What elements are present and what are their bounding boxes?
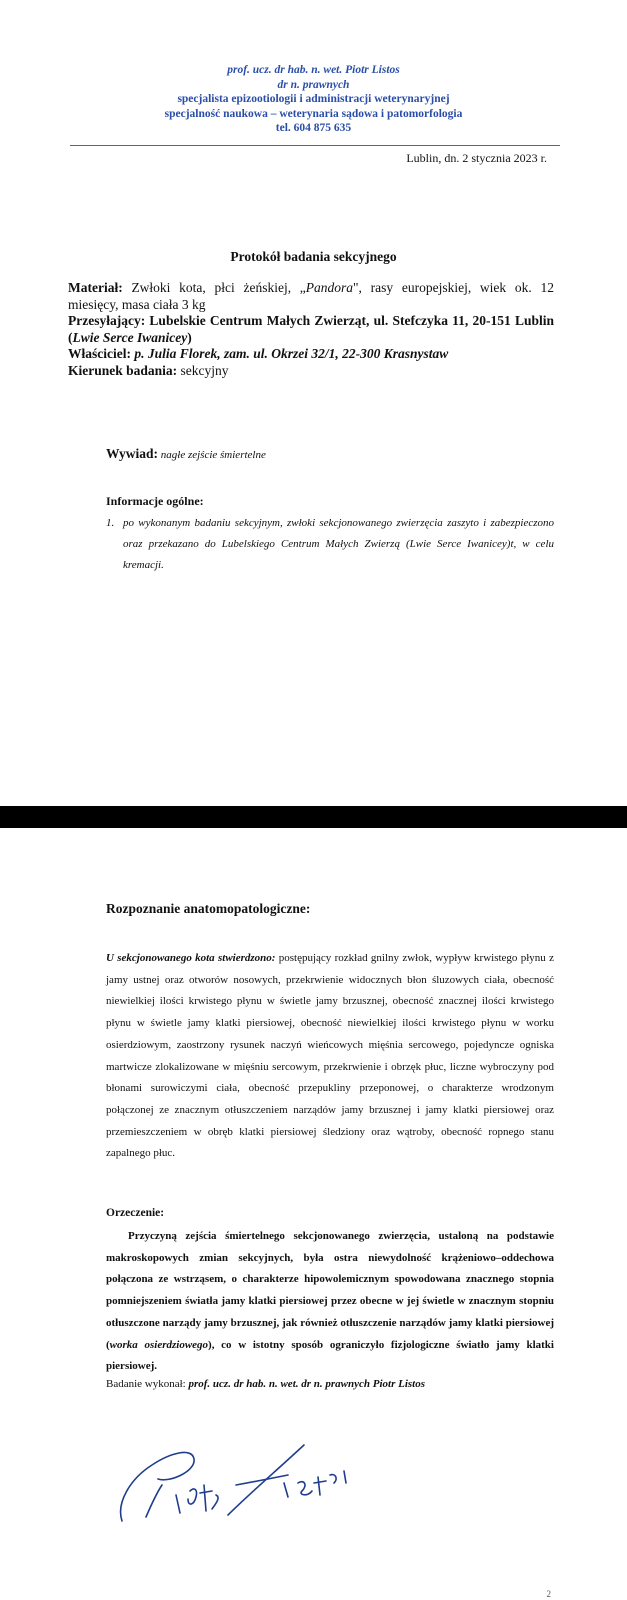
sender-label: Przesyłający: [68,313,146,328]
material-label: Materiał: [68,280,123,295]
history-value: nagłe zejście śmiertelne [158,449,266,461]
page-number: 2 [546,1589,551,1599]
direction-label: Kierunek badania: [68,362,178,378]
letterhead-field: specjalność naukowa – weterynaria sądowa i patomorfologia [164,107,463,120]
letterhead-specialty: specjalista epizootiologii i administracji weterynaryjnej [177,93,450,105]
list-item: po wykonanym badaniu sekcyjnym, zwłoki sekcjonowanego zwierzęcia zaszyto i zabezpieczono oraz przekazano do Lubelskiego Centrum Małych Zwierzą (Lwie Serce Iwanicey)t, w celu kremacji. [123,517,554,571]
history-line [106,446,266,462]
page-separator [0,806,627,828]
diagnosis-text: postępujący rozkład gnilny zwłok, wypływ krwistego płynu z jamy ustnej oraz otworów nosowych, przekrwienie widocznych błon śluzowych ciała, obecność niewielkiej ilości krwistego płynu w świetle jamy brzusznej, obecność znacznej ilości krwistego płynu w świetle jamy klatki piersiowej, obecność niewielkiej ilości krwistego płynu w worku osierdziowym, zaostrzony rysunek naczyń wieńcowych mięśnia sercowego, pojedyncze ogniska martwicze zlokalizowane w mięśniu sercowym, przekrwienie i obrzęk płuc, liczne wybroczyny pod błonami surowiczymi ciała, obecność przepukliny przeponowej, o charakterze wrodzonym połączonej ze znacznym otłuszczeniem narządów jamy brzusznej i jamy klatki piersiowej oraz przemieszczeniem w obręb klatki piersiowej śledziony oraz wątroby, obecność ropnego stanu zapalnego płuc. [106,952,554,1160]
verdict-text-1: Przyczyną zejścia śmiertelnego sekcjonowanego zwierzęcia, ustaloną na podstawie makroskopowych zmian sekcyjnych, była ostra niewydolność krążeniowo–oddechowa połączona ze wstrząsem, o charakterze hipowolemicznym spowodowana znacznego stopnia pomniejszeniem światła jamy klatki piersiowej przez obecne w jej świetle w znacznym stopniu otłuszczone narządy jamy brzusznej, jak również otłuszczenie narządów jamy klatki piersiowej ( [106,1230,554,1351]
verdict-italic: worka osierdziowego [109,1338,209,1351]
verdict-title: Orzeczenie: [106,1207,165,1219]
sender-nick: Lwie Serce Iwanicey [72,329,188,345]
sender-line [68,313,554,346]
owner-label: Właściciel: [68,346,131,361]
verdict-text-2: ), co w istotny sposób ograniczyło fizjologiczne światło jamy klatki piersiowej. [106,1338,554,1373]
list-item-number: 1. [106,517,115,529]
material-text-2: ", rasy europejskiej, wiek ok. 12 miesięcy, masa ciała 3 kg [68,280,554,312]
document-title: Protokół badania sekcyjnego [230,249,397,264]
diagnosis-paragraph [106,948,554,1165]
material-text: Zwłoki kota, płci żeńskiej, „ [122,280,306,295]
owner-line [68,346,554,363]
general-info-title: Informacje ogólne: [106,494,204,508]
performed-by-line [106,1378,425,1390]
letterhead-degree: dr n. prawnych [277,78,350,91]
general-info-list [106,513,554,576]
performed-name: prof. ucz. dr hab. n. wet. dr n. prawnych Piotr Listos [188,1378,426,1390]
letterhead-name: prof. ucz. dr hab. n. wet. Piotr Listos [227,64,400,76]
letterhead-phone: tel. 604 875 635 [275,122,352,134]
sender-text: Lubelskie Centrum Małych Zwierząt, ul. Stefczyka 11, 20-151 Lublin ( [68,313,554,345]
performed-label: Badanie wykonał: [106,1378,189,1390]
direction-text: sekcyjny [177,362,229,378]
date-line: Lublin, dn. 2 stycznia 2023 r. [406,151,547,165]
diagnosis-lead: U sekcjonowanego kota stwierdzono: [106,952,276,964]
material-line [68,280,554,313]
letterhead [0,63,627,136]
sender-close: ) [187,329,192,345]
animal-name: Pandora [305,280,354,295]
direction-line [68,363,554,380]
diagnosis-title: Rozpoznanie anatomopatologiczne: [106,901,311,916]
handwritten-signature [108,1425,368,1535]
verdict-paragraph [106,1226,554,1378]
case-details [68,280,554,379]
history-label: Wywiad: [106,446,159,461]
header-divider [70,145,560,146]
owner-text: p. Julia Florek, zam. ul. Okrzei 32/1, 22-300 Krasnystaw [130,346,449,361]
